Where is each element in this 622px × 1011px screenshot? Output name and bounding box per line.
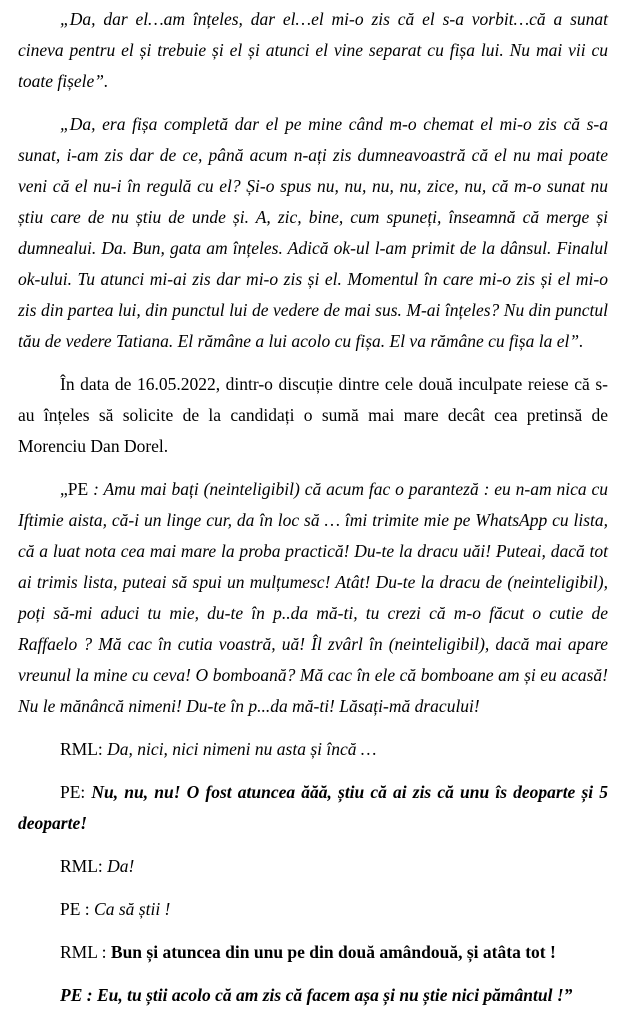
narrative-text: În data de 16.05.2022, dintr-o discuție dintre cele două inculpate reiese că s-au înțeles să solicite de la candidați o sumă mai mare decât cea pretinsă de Morenciu Dan Dorel. — [18, 374, 608, 456]
dialogue-text: Bun și atuncea din unu pe din două amândouă, și atâta tot ! — [106, 942, 556, 962]
speaker-label: PE : — [60, 985, 97, 1005]
transcript-text: : Amu mai bați (neinteligibil) că acum fac o paranteză : eu n-am nica cu Iftimie aista, că-i un linge cur, da în loc să … îmi trimite mie pe WhatsApp cu lista, că a luat nota cea mai mare la proba practică! Du-te la dracu uăi! Puteai, dacă tot ai trimis lista, puteai să spui un mulțumesc! Atât! Du-te la dracu de (neinteligibil), poți să-mi aduci tu mie, du-te în p..da mă-ti, tu crezi că m-o făcut o cutie de Raffaelo ? Mă cac în cutia voastră, uă! Îl zvârl în (neinteligibil), dacă mai apare vreunul la mine cu ceva! O bomboană? Mă cac în ele că bomboane am și eu acasă! Nu le mănâncă nimeni! Du-te în p...da mă-ti! Lăsați-mă dracului! — [18, 479, 608, 716]
dialogue-text: Eu, tu știi acolo că am zis că facem așa și nu știe nici pământul !” — [96, 985, 573, 1005]
dialogue-line — [18, 777, 608, 839]
dialogue-line — [18, 937, 608, 968]
dialogue-line — [18, 894, 608, 925]
speaker-label: RML : — [60, 942, 107, 962]
quote-paragraph-2 — [18, 109, 608, 357]
speaker-label: RML: — [60, 739, 103, 759]
quote-text: „Da, dar el…am înțeles, dar el…el mi-o zis că el s-a vorbit…că a sunat cineva pentru el și trebuie și el și atunci el vine separat cu fișa lui. Nu mai vii cu toate fișele”. — [18, 9, 608, 91]
speaker-label: „PE — [60, 479, 89, 499]
dialogue-line — [18, 980, 608, 1011]
quote-paragraph-1 — [18, 4, 608, 97]
transcript-paragraph — [18, 474, 608, 722]
speaker-label: RML: — [60, 856, 103, 876]
dialogue-text: Da, nici, nici nimeni nu asta și încă … — [102, 739, 377, 759]
dialogue-text: Ca să știi ! — [89, 899, 171, 919]
dialogue-text: Nu, nu, nu! O fost atuncea ăăă, știu că ai zis că unu îs deoparte și 5 deoparte! — [18, 782, 608, 833]
dialogue-line — [18, 734, 608, 765]
narrative-paragraph — [18, 369, 608, 462]
dialogue-text: Da! — [102, 856, 135, 876]
dialogue-line — [18, 851, 608, 882]
speaker-label: PE : — [60, 899, 90, 919]
quote-text: „Da, era fișa completă dar el pe mine când m-o chemat el mi-o zis că s-a sunat, i-am zis dar de ce, până acum n-ați zis dumneavoastră că el nu mai poate veni că el nu-i în regulă cu el? Și-o spus nu, nu, nu, nu, zice, nu, că m-o sunat nu știu care de nu știu de unde și. A, zic, bine, cum spuneți, înseamnă că merge și dumnealui. Da. Bun, gata am înțeles. Adică ok-ul l-am primit de la dânsul. Finalul ok-ului. Tu atunci mi-ai zis dar mi-o zis și el. Momentul în care mi-o zis și el mi-o zis din partea lui, din punctul lui de vedere de mai sus. M-ai înțeles? Nu din punctul tău de vedere Tatiana. El rămâne a lui acolo cu fișa. El va rămâne cu fișa la el”. — [18, 114, 608, 351]
speaker-label: PE: — [60, 782, 86, 802]
